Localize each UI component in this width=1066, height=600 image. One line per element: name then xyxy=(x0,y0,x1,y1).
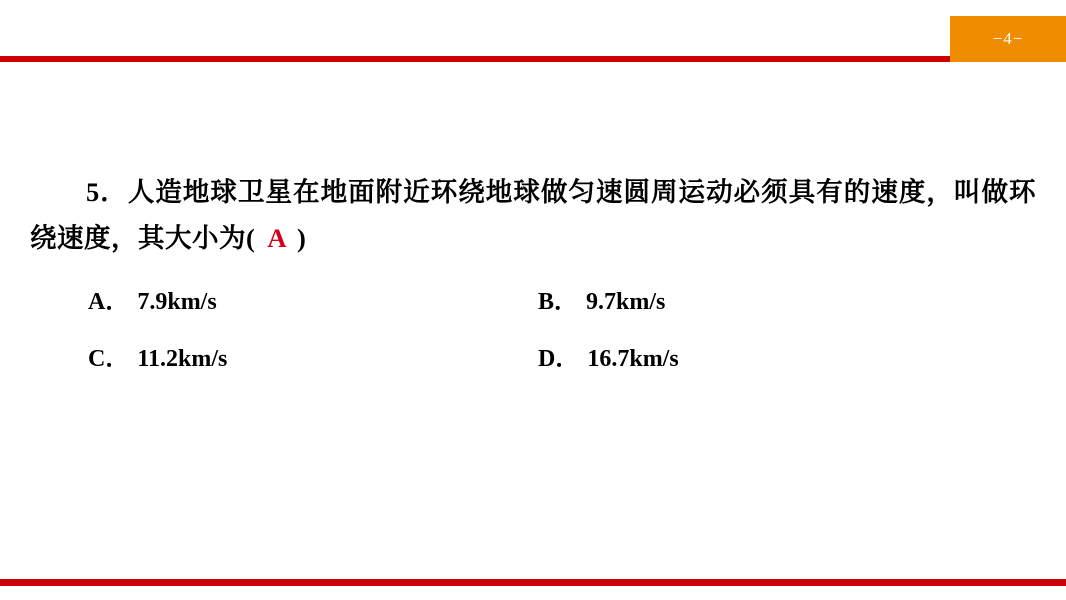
option-b-text: 9.7km/s xyxy=(586,289,666,316)
option-a-text: 7.9km/s xyxy=(137,289,217,316)
option-c[interactable] xyxy=(88,338,538,373)
question-stem-text: 5．人造地球卫星在地面附近环绕地球做匀速圆周运动必须具有的速度，叫做环绕速度，其大小为( xyxy=(30,177,1036,253)
option-b-label: B． xyxy=(538,289,579,316)
option-c-label: C． xyxy=(88,346,130,373)
option-a[interactable] xyxy=(88,281,538,316)
option-d[interactable] xyxy=(538,338,679,373)
slide-content xyxy=(0,170,1066,395)
option-a-label: A． xyxy=(88,289,130,316)
page-number-badge: −4− xyxy=(950,16,1066,62)
option-row xyxy=(88,338,1036,373)
option-b[interactable] xyxy=(538,281,665,316)
question-stem xyxy=(30,170,1036,261)
option-row xyxy=(88,281,1036,316)
question-stem-close-paren: ) xyxy=(296,222,307,253)
page-header xyxy=(0,0,1066,62)
options-list xyxy=(30,281,1036,373)
option-d-text: 16.7km/s xyxy=(587,346,679,373)
question-block xyxy=(0,170,1066,373)
option-c-text: 11.2km/s xyxy=(137,346,228,373)
header-divider-rule xyxy=(0,56,950,62)
answer-key: A xyxy=(267,222,287,253)
option-d-label: D． xyxy=(538,346,580,373)
footer-divider-rule xyxy=(0,579,1066,586)
